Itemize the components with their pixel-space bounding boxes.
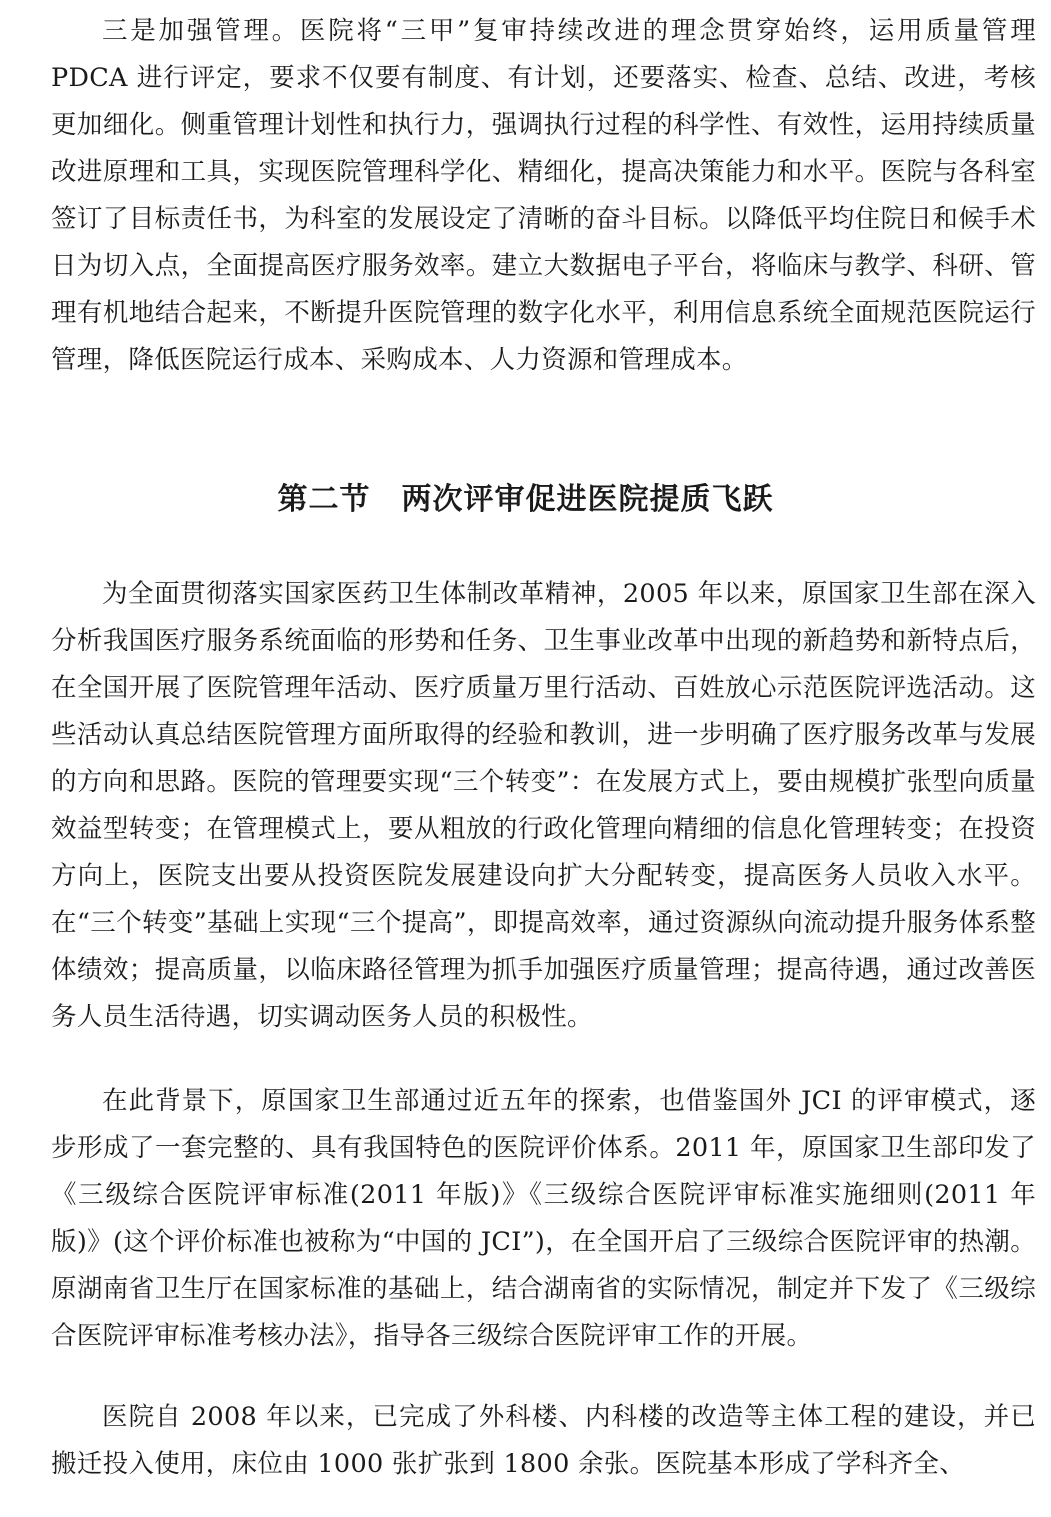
body-paragraph: 为全面贯彻落实国家医药卫生体制改革精神，2005 年以来，原国家卫生部在深入分析我国医疗服务系统面临的形势和任务、卫生事业改革中出现的新趋势和新特点后，在全国开展了医院管理年活动、医疗质量万里行活动、百姓放心示范医院评选活动。这些活动认真总结医院管理方面所取得的经验和教训，进一步明确了医疗服务改革与发展的方向和思路。医院的管理要实现“三个转变”：在发展方式上，要由规模扩张型向质量效益型转变；在管理模式上，要从粗放的行政化管理向精细的信息化管理转变；在投资方向上，医院支出要从投资医院发展建设向扩大分配转变，提高医务人员收入水平。在“三个转变”基础上实现“三个提高”，即提高效率，通过资源纵向流动提升服务体系整体绩效；提高质量，以临床路径管理为抓手加强医疗质量管理；提高待遇，通过改善医务人员生活待遇，切实调动医务人员的积极性。	[51, 579, 1036, 1032]
body-paragraph: 三是加强管理。医院将“三甲”复审持续改进的理念贯穿始终，运用质量管理 PDCA 进行评定，要求不仅要有制度、有计划，还要落实、检查、总结、改进，考核更加细化。侧重管理计划性和执行力，强调执行过程的科学性、有效性，运用持续质量改进原理和工具，实现医院管理科学化、精细化，提高决策能力和水平。医院与各科室签订了目标责任书，为科室的发展设定了清晰的奋斗目标。以降低平均住院日和候手术日为切入点，全面提高医疗服务效率。建立大数据电子平台，将临床与教学、科研、管理有机地结合起来，不断提升医院管理的数字化水平，利用信息系统全面规范医院运行管理，降低医院运行成本、采购成本、人力资源和管理成本。	[51, 16, 1036, 375]
body-paragraph: 医院自 2008 年以来，已完成了外科楼、内科楼的改造等主体工程的建设，并已搬迁投入使用，床位由 1000 张扩张到 1800 余张。医院基本形成了学科齐全、	[51, 1402, 1036, 1479]
body-paragraph: 在此背景下，原国家卫生部通过近五年的探索，也借鉴国外 JCI 的评审模式，逐步形成了一套完整的、具有我国特色的医院评价体系。2011 年，原国家卫生部印发了《三级综合医院评审标准(2011 年版)》《三级综合医院评审标准实施细则(2011 年版)》(这个评价标准也被称为“中国的 JCI”)，在全国开启了三级综合医院评审的热潮。原湖南省卫生厅在国家标准的基础上，结合湖南省的实际情况，制定并下发了《三级综合医院评审标准考核办法》，指导各三级综合医院评审工作的开展。	[51, 1086, 1036, 1351]
section-heading: 第二节 两次评审促进医院提质飞跃	[277, 482, 774, 517]
